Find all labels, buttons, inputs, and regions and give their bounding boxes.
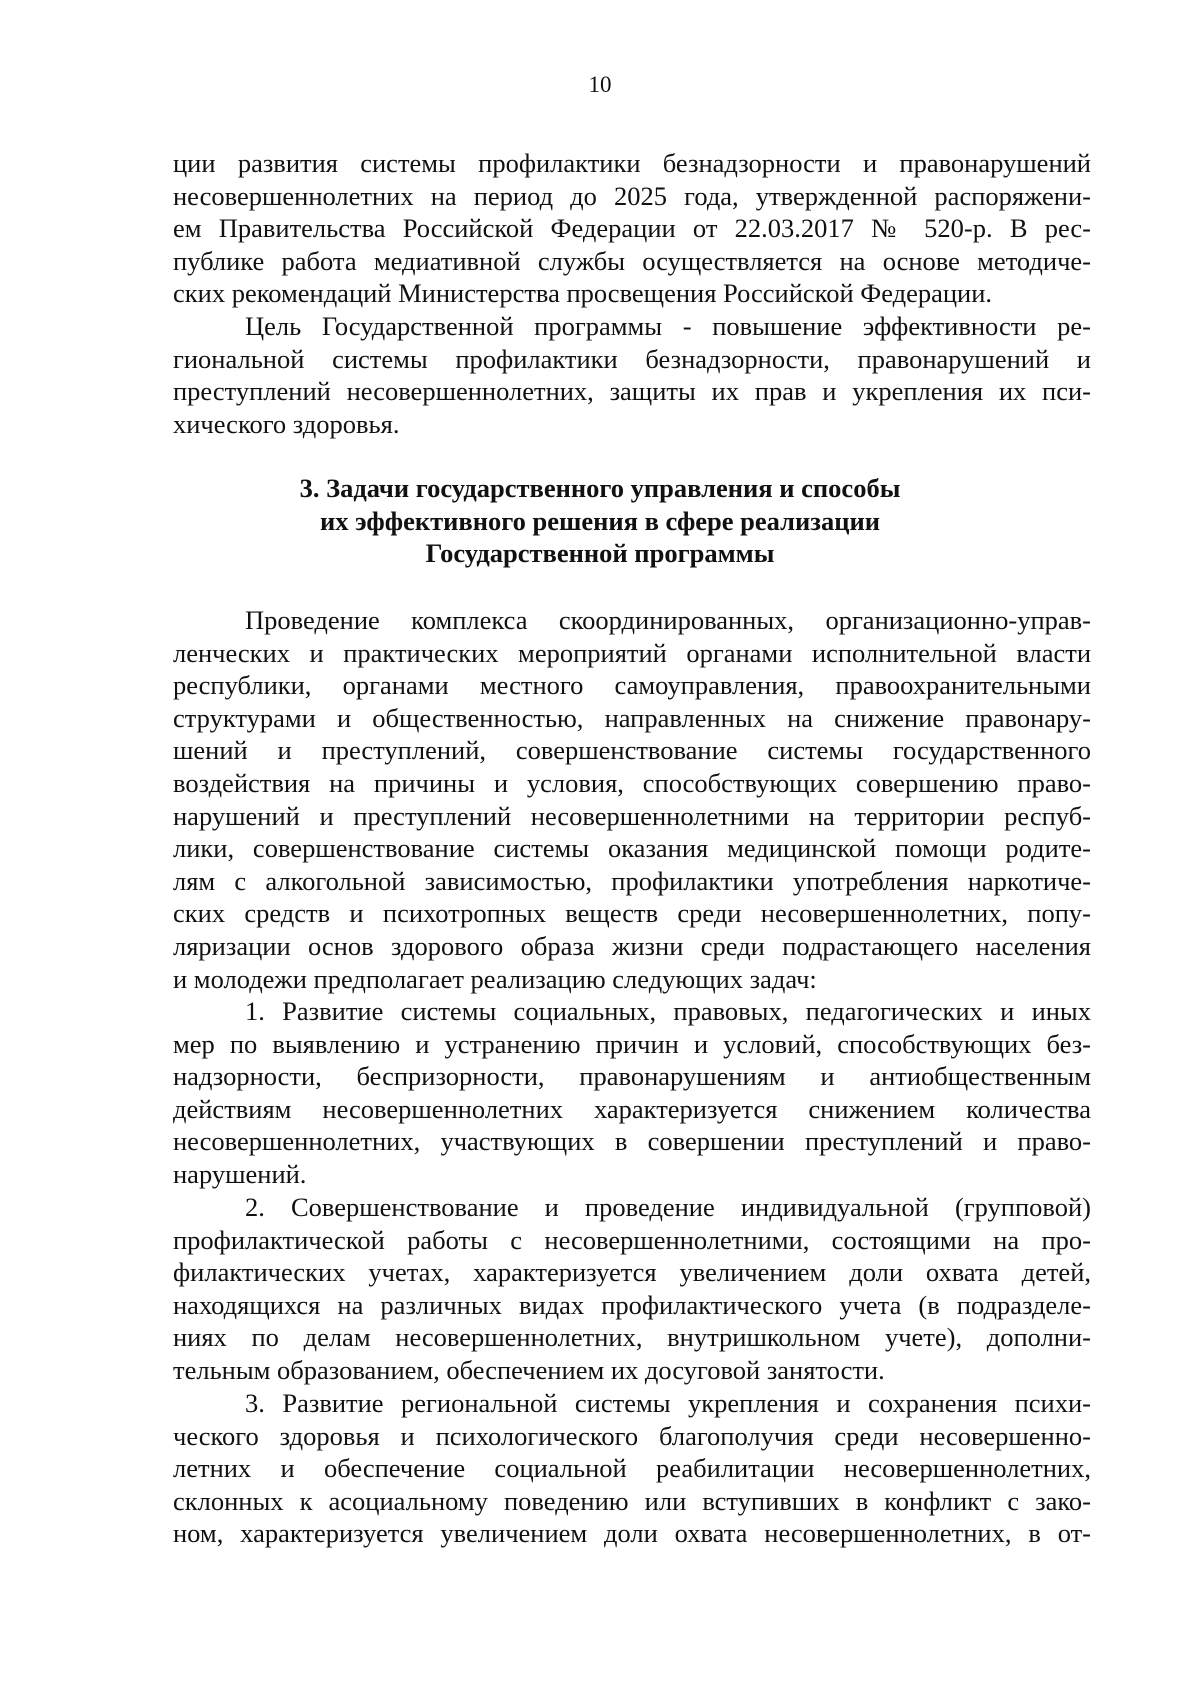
- text-line: и молодежи предполагает реализацию следующих задач:: [173, 963, 817, 994]
- text-line: шений и преступлений, совершенствование системы государственного: [173, 735, 1091, 766]
- text-line: воздействия на причины и условия, способствующих совершению право-: [173, 767, 1091, 798]
- text-line: лики, совершенствование системы оказания медицинской помощи родите-: [173, 833, 1091, 864]
- text-line: склонных к асоциальному поведению или вступивших в конфликт с зако-: [173, 1485, 1091, 1516]
- text-line: нарушений.: [173, 1158, 307, 1189]
- text-line: хического здоровья.: [173, 408, 400, 439]
- text-line: ем Правительства Российской Федерации от 22.03.2017 № 520-р. В рес-: [173, 213, 1091, 244]
- text-line: несовершеннолетних на период до 2025 года, утвержденной распоряжени-: [173, 180, 1091, 211]
- text-line: преступлений несовершеннолетних, защиты их прав и укрепления их пси-: [173, 376, 1091, 407]
- text-line: республики, органами местного самоуправления, правоохранительными: [173, 670, 1091, 701]
- paragraph-3: [173, 604, 1091, 995]
- text-line: лям с алкогольной зависимостью, профилактики употребления наркотиче-: [173, 865, 1091, 896]
- text-line: 2. Совершенствование и проведение индивидуальной (групповой): [245, 1192, 1091, 1222]
- text-line: нарушений и преступлений несовершеннолетними на территории респуб-: [173, 800, 1091, 831]
- text-line: Цель Государственной программы - повышение эффективности ре-: [245, 311, 1091, 341]
- text-line: ниях по делам несовершеннолетних, внутришкольном учете), дополни-: [173, 1322, 1091, 1353]
- text-line: тельным образованием, обеспечением их досуговой занятости.: [173, 1354, 885, 1385]
- text-line: ческого здоровья и психологического благополучия среди несовершенно-: [173, 1420, 1091, 1451]
- task-item-2: [173, 1191, 1091, 1387]
- task-item-3: [173, 1387, 1091, 1550]
- text-line: филактических учетах, характеризуется увеличением доли охвата детей,: [173, 1257, 1091, 1288]
- text-line: ских рекомендаций Министерства просвещения Российской Федерации.: [173, 278, 993, 309]
- text-line: находящихся на различных видах профилактического учета (в подразделе-: [173, 1289, 1091, 1320]
- page-number: 10: [588, 72, 612, 97]
- text-line: несовершеннолетних, участвующих в совершении преступлений и право-: [173, 1126, 1091, 1157]
- text-line: публике работа медиативной службы осуществляется на основе методиче-: [173, 245, 1091, 276]
- paragraph-2: [173, 310, 1091, 440]
- heading-line: Государственной программы: [425, 538, 775, 569]
- text-line: надзорности, беспризорности, правонарушениям и антиобщественным: [173, 1061, 1091, 1092]
- paragraph-1: [173, 147, 1091, 310]
- text-line: 1. Развитие системы социальных, правовых, педагогических и иных: [245, 996, 1091, 1026]
- section-heading: [0, 472, 1200, 570]
- heading-line: их эффективного решения в сфере реализации: [319, 505, 881, 536]
- text-line: ляризации основ здорового образа жизни среди подрастающего населения: [173, 930, 1091, 961]
- text-line: структурами и общественностью, направленных на снижение правонару-: [173, 702, 1091, 733]
- text-line: профилактической работы с несовершеннолетними, состоящими на про-: [173, 1224, 1091, 1255]
- task-item-1: [173, 995, 1091, 1191]
- text-line: ленческих и практических мероприятий органами исполнительной власти: [173, 637, 1091, 668]
- text-line: действиям несовершеннолетних характеризуется снижением количества: [173, 1093, 1091, 1124]
- text-line: мер по выявлению и устранению причин и условий, способствующих без-: [173, 1028, 1091, 1059]
- text-line: ции развития системы профилактики безнадзорности и правонарушений: [173, 148, 1091, 178]
- text-line: ном, характеризуется увеличением доли охвата несовершеннолетних, в от-: [173, 1518, 1091, 1549]
- text-line: гиональной системы профилактики безнадзорности, правонарушений и: [173, 343, 1091, 374]
- text-line: Проведение комплекса скоординированных, организационно-управ-: [245, 605, 1091, 635]
- text-line: летних и обеспечение социальной реабилитации несовершеннолетних,: [173, 1453, 1091, 1484]
- heading-line: 3. Задачи государственного управления и способы: [299, 473, 901, 503]
- text-line: ских средств и психотропных веществ среди несовершеннолетних, попу-: [173, 898, 1091, 929]
- text-line: 3. Развитие региональной системы укрепления и сохранения психи-: [245, 1388, 1091, 1418]
